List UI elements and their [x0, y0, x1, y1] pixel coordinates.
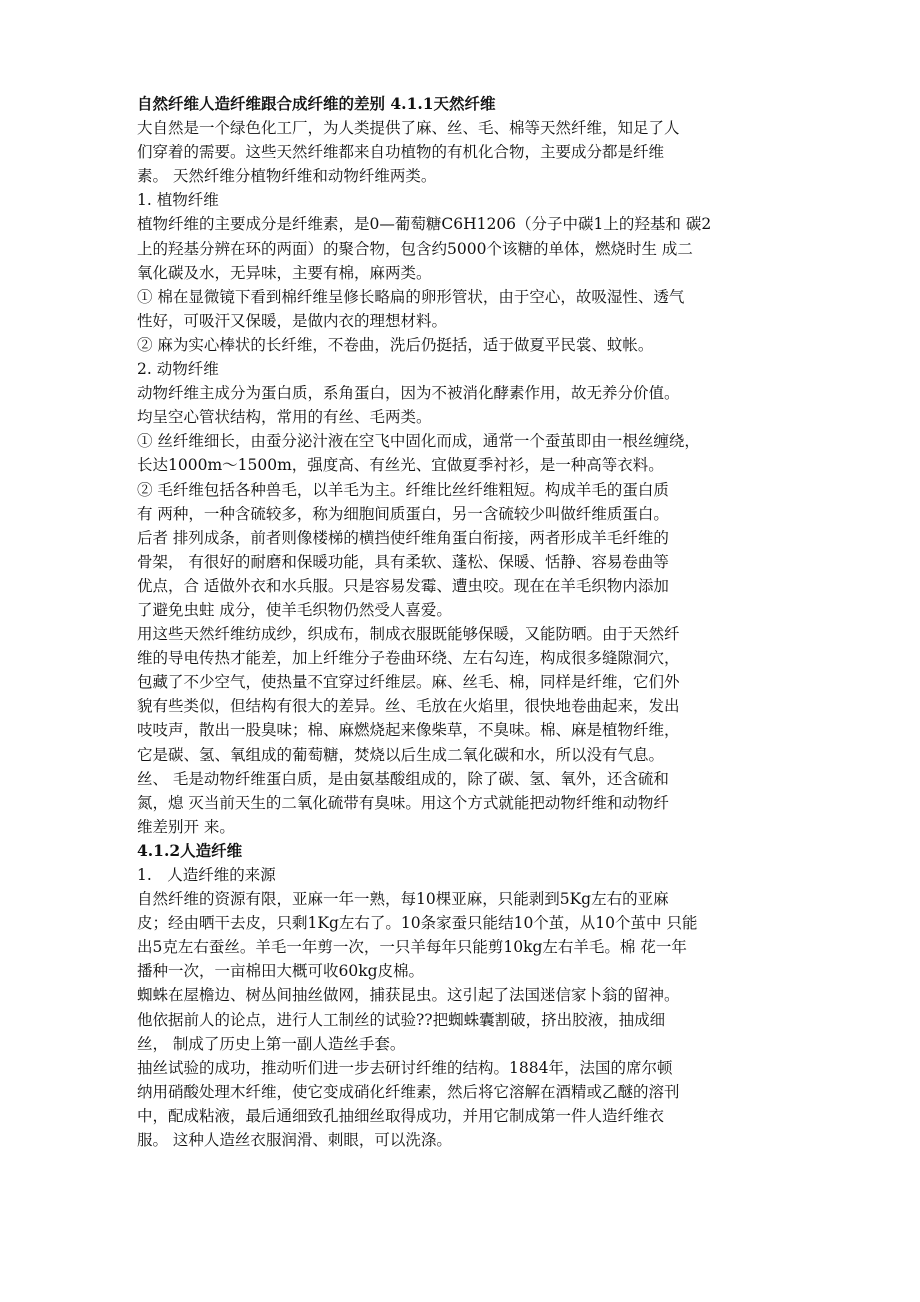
text-line: 上的羟基分辨在环的两面）的聚合物，包含约5000个该糖的单体，燃烧时生 成二	[137, 239, 693, 258]
text-line: 服。 这种人造丝衣服润滑、刺眼，可以洗涤。	[137, 1131, 452, 1150]
text-line: 素。 天然纤维分植物纤维和动物纤维两类。	[137, 167, 437, 186]
text-line: 植物纤维的主要成分是纤维素，是0—葡萄糖C6H1206（分子中碳1上的羟基和 碳2	[137, 215, 712, 234]
text-line: 后者 排列成条，前者则像楼梯的横挡使纤维角蛋白衔接，两者形成羊毛纤维的	[137, 528, 669, 547]
text-line: 动物纤维主成分为蛋白质，系角蛋白，因为不被消化酵素作用，故无养分价值。	[137, 384, 680, 403]
text-line: 中，配成粘液，最后通细致孔抽细丝取得成功，并用它制成第一件人造纤维衣	[137, 1106, 665, 1125]
text-line: 他依据前人的论点，进行人工制丝的试验??把蜘蛛囊割破，挤出胶液，抽成细	[137, 1010, 666, 1029]
text-line: 们穿着的需要。这些天然纤维都来自功植物的有机化合物，主要成分都是纤维	[137, 143, 665, 162]
text-line: 均呈空心管状结构，常用的有丝、毛两类。	[137, 408, 432, 427]
text-line: ② 麻为实心棒状的长纤维，不卷曲，洗后仍挺括，适于做夏平民裳、蚊帐。	[137, 335, 654, 354]
text-line: 蜘蛛在屋檐边、树丛间抽丝做网，捕获昆虫。这引起了法国迷信家卜翁的留神。	[137, 986, 680, 1005]
text-line: 1. 植物纤维	[137, 191, 219, 210]
document-page	[137, 92, 787, 1152]
text-line: 有 两种，一种含硫较多，称为细胞间质蛋白，另一含硫较少叫做纤维质蛋白。	[137, 504, 669, 523]
text-line: ① 丝纤维细长，由蚕分泌汁液在空飞中固化而成，通常一个蚕茧即由一根丝缠绕，	[137, 432, 700, 451]
text-line: 出5克左右蚕丝。羊毛一年剪一次，一只羊每年只能剪10kg左右羊毛。棉 花一年	[137, 938, 687, 957]
text-line: 它是碳、氢、氧组成的葡萄糖，焚烧以后生成二氧化碳和水，所以没有气息。	[137, 745, 665, 764]
text-line: 维差别开 来。	[137, 817, 235, 836]
text-line: 优点，合 适做外衣和水兵服。只是容易发霉、遭虫咬。现在在羊毛织物内添加	[137, 576, 669, 595]
text-line: 包藏了不少空气，使热量不宜穿过纤维层。麻、丝毛、棉，同样是纤维，它们外	[137, 673, 680, 692]
text-line: 播种一次，一亩棉田大概可收60kg皮棉。	[137, 962, 425, 981]
text-line: ② 毛纤维包括各种兽毛，以羊毛为主。纤维比丝纤维粗短。构成羊毛的蛋白质	[137, 480, 669, 499]
text-line: 纳用硝酸处理木纤维，使它变成硝化纤维素，然后将它溶解在酒精或乙醚的溶刊	[137, 1082, 680, 1101]
text-line: 吱吱声，散出一股臭味；棉、麻燃烧起来像柴草，不臭味。棉、麻是植物纤维，	[137, 721, 680, 740]
text-line: 长达1000m～1500m，强度高、有丝光、宜做夏季衬衫，是一种高等衣料。	[137, 456, 664, 475]
section-heading: 4.1.2人造纤维	[137, 840, 243, 860]
text-line: 皮；经由晒干去皮，只剩1Kg左右了。10条家蚕只能结10个茧，从10个茧中 只能	[137, 914, 698, 933]
text-line: 1. 人造纤维的来源	[137, 866, 276, 884]
text-line: 大自然是一个绿色化工厂，为人类提供了麻、丝、毛、棉等天然纤维，知足了人	[137, 119, 680, 138]
text-line: 貌有些类似，但结构有很大的差异。丝、毛放在火焰里，很快地卷曲起来，发出	[137, 697, 680, 716]
text-line: 用这些天然纤维纺成纱，织成布，制成衣服既能够保暖，又能防晒。由于天然纤	[137, 625, 680, 644]
text-line: 了避免虫蛀 成分，使羊毛织物仍然受人喜爱。	[137, 600, 452, 619]
text-line: 性好，可吸汗又保暖，是做内衣的理想材料。	[137, 311, 448, 330]
text-line: 抽丝试验的成功，推动听们进一步去研讨纤维的结构。1884年，法国的席尔顿	[137, 1058, 673, 1077]
text-line: 氮，熄 灭当前天生的二氧化硫带有臭味。用这个方式就能把动物纤维和动物纤	[137, 793, 669, 812]
text-line: 自然纤维的资源有限，亚麻一年一熟，每10棵亚麻，只能剥到5Kg左右的亚麻	[137, 890, 669, 909]
text-line: 2. 动物纤维	[137, 360, 219, 379]
text-line: 维的导电传热才能差，加上纤维分子卷曲环绕、左右勾连，构成很多缝隙洞穴，	[137, 649, 680, 668]
text-line: 骨架， 有很好的耐磨和保暖功能，具有柔软、蓬松、保暖、恬静、容易卷曲等	[137, 552, 669, 571]
text-line: 丝、 毛是动物纤维蛋白质，是由氨基酸组成的，除了碳、氢、氧外，还含硫和	[137, 769, 669, 788]
text-line: 氧化碳及水，无异味，主要有棉，麻两类。	[137, 263, 432, 282]
text-line: 丝， 制成了历史上第一副人造丝手套。	[137, 1034, 406, 1053]
text-line: ① 棉在显微镜下看到棉纤维呈修长略扁的卵形管状，由于空心，故吸湿性、透气	[137, 287, 685, 306]
section-heading: 自然纤维人造纤维跟合成纤维的差别 4.1.1天然纤维	[137, 94, 496, 113]
